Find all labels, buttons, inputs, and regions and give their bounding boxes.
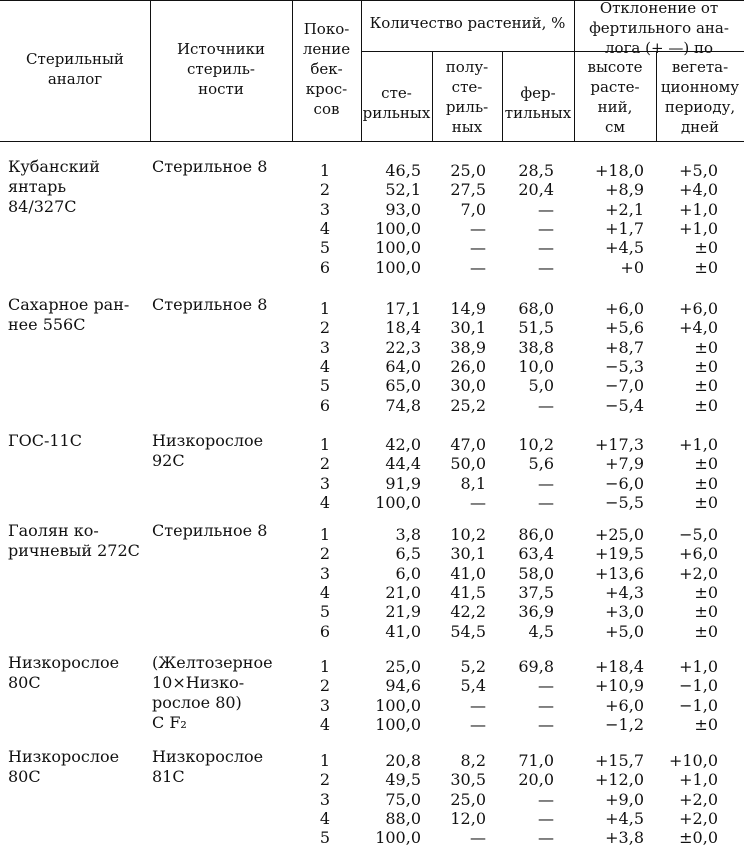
semi-sterile-cell: 7,0 xyxy=(460,199,486,219)
semi-sterile-cell: 25,0 xyxy=(450,161,486,180)
period-deviation-cell: +1,0 xyxy=(679,770,718,790)
sterile-cell: 88,0 xyxy=(385,808,421,828)
fertile-cell: 28,5 xyxy=(518,161,554,180)
header-source: Источники стериль- ности xyxy=(176,40,266,98)
period-deviation-cell: ±0 xyxy=(694,492,718,512)
height-deviation-cell: +5,6 xyxy=(605,318,644,338)
fertile-cell: 4,5 xyxy=(528,621,554,641)
height-deviation-cell: +17,3 xyxy=(594,435,644,454)
sterile-cell: 25,0 xyxy=(385,657,421,676)
semi-sterile-cell: 26,0 xyxy=(450,356,486,376)
period-deviation-cell: +5,0 xyxy=(679,161,718,180)
height-deviation-cell: +3,8 xyxy=(605,828,644,848)
sterile-cell: 64,0 xyxy=(385,356,421,376)
header-bottom-rule xyxy=(0,141,744,142)
sterility-source: Низкорослое 92С xyxy=(152,431,264,470)
period-deviation-cell: +6,0 xyxy=(679,544,718,564)
height-deviation-cell: +4,3 xyxy=(605,582,644,602)
semi-sterile-cell: — xyxy=(470,695,486,715)
period-deviation-cell: −1,0 xyxy=(679,676,718,696)
generation-cell: 6 xyxy=(319,395,331,415)
fertile-cell: 36,9 xyxy=(518,602,554,622)
fertile-cell: 10,0 xyxy=(518,356,554,376)
header-quantity-group: Количество растений, % xyxy=(369,14,566,32)
sterility-source: Стерильное 8 xyxy=(152,521,268,540)
fertile-cell: — xyxy=(538,676,554,696)
period-deviation-cell: ±0 xyxy=(694,257,718,277)
generation-cell: 2 xyxy=(319,318,331,338)
sterile-cell: 3,8 xyxy=(395,525,421,544)
analog-name: Низкорослое 80С xyxy=(8,653,120,692)
period-deviation-cell: ±0 xyxy=(694,238,718,258)
generation-cell: 4 xyxy=(319,492,331,512)
sterility-source: Стерильное 8 xyxy=(152,157,268,176)
sterile-cell: 42,0 xyxy=(385,435,421,454)
sterile-cell: 17,1 xyxy=(385,299,421,318)
height-deviation-cell: −5,5 xyxy=(605,492,644,512)
semi-sterile-cell: — xyxy=(470,257,486,277)
semi-sterile-cell: 30,1 xyxy=(450,544,486,564)
generation-cell: 4 xyxy=(319,356,331,376)
header-sterile: сте- рильных xyxy=(362,84,431,122)
fertile-cell: — xyxy=(538,808,554,828)
sterility-source: Низкорослое 81С xyxy=(152,747,264,786)
semi-sterile-cell: 27,5 xyxy=(450,180,486,200)
height-deviation-cell: +6,0 xyxy=(605,695,644,715)
period-deviation-cell: ±0 xyxy=(694,454,718,474)
fertile-cell: — xyxy=(538,492,554,512)
generation-cell: 5 xyxy=(319,602,331,622)
generation-cell: 2 xyxy=(319,180,331,200)
sterile-cell: 49,5 xyxy=(385,770,421,790)
generation-cell: 6 xyxy=(319,257,331,277)
period-deviation-cell: +1,0 xyxy=(679,435,718,454)
fertile-cell: — xyxy=(538,695,554,715)
generation-cell: 1 xyxy=(319,161,331,180)
analog-name: ГОС-11С xyxy=(8,431,82,450)
sterile-cell: 44,4 xyxy=(385,454,421,474)
generation-cell: 5 xyxy=(319,238,331,258)
height-deviation-cell: +8,9 xyxy=(605,180,644,200)
semi-sterile-cell: 5,2 xyxy=(460,657,486,676)
generation-cell: 4 xyxy=(319,714,331,734)
generation-cell: 1 xyxy=(319,299,331,318)
generation-cell: 4 xyxy=(319,218,331,238)
generation-cell: 4 xyxy=(319,582,331,602)
sterility-source: Стерильное 8 xyxy=(152,295,268,314)
semi-sterile-cell: 41,0 xyxy=(450,563,486,583)
semi-sterile-cell: 12,0 xyxy=(450,808,486,828)
header-deviation-group: Отклонение от фертильного ана- лога (+ —) по xyxy=(589,0,729,57)
height-deviation-cell: +25,0 xyxy=(594,525,644,544)
sterile-cell: 74,8 xyxy=(385,395,421,415)
height-deviation-cell: −7,0 xyxy=(605,376,644,396)
fertile-cell: — xyxy=(538,828,554,848)
sterile-cell: 21,9 xyxy=(385,602,421,622)
period-deviation-cell: +1,0 xyxy=(679,218,718,238)
fertile-cell: — xyxy=(538,199,554,219)
sterile-cell: 46,5 xyxy=(385,161,421,180)
period-deviation-cell: ±0 xyxy=(694,337,718,357)
generation-cell: 1 xyxy=(319,751,331,770)
height-deviation-cell: −5,3 xyxy=(605,356,644,376)
generation-cell: 6 xyxy=(319,621,331,641)
semi-sterile-cell: — xyxy=(470,492,486,512)
period-deviation-cell: ±0 xyxy=(694,582,718,602)
sterile-cell: 100,0 xyxy=(375,257,421,277)
sterile-cell: 20,8 xyxy=(385,751,421,770)
generation-cell: 3 xyxy=(319,563,331,583)
sterile-cell: 94,6 xyxy=(385,676,421,696)
semi-sterile-cell: — xyxy=(470,828,486,848)
header-height: высоте расте- ний, см xyxy=(587,58,643,136)
fertile-cell: 38,8 xyxy=(518,337,554,357)
fertile-cell: 68,0 xyxy=(518,299,554,318)
height-deviation-cell: +3,0 xyxy=(605,602,644,622)
sterile-cell: 21,0 xyxy=(385,582,421,602)
fertile-cell: 20,0 xyxy=(518,770,554,790)
header-generation: Поко- ление бек- крос- сов xyxy=(302,20,351,118)
fertile-cell: — xyxy=(538,789,554,809)
sterility-source: (Желтозерное 10×Низко- рослое 80) С F₂ xyxy=(152,653,273,732)
generation-cell: 5 xyxy=(319,828,331,848)
generation-cell: 3 xyxy=(319,695,331,715)
semi-sterile-cell: 38,9 xyxy=(450,337,486,357)
period-deviation-cell: +1,0 xyxy=(679,657,718,676)
height-deviation-cell: +7,9 xyxy=(605,454,644,474)
fertile-cell: 86,0 xyxy=(518,525,554,544)
period-deviation-cell: ±0 xyxy=(694,602,718,622)
height-deviation-cell: +18,4 xyxy=(594,657,644,676)
sterile-cell: 18,4 xyxy=(385,318,421,338)
period-deviation-cell: +4,0 xyxy=(679,318,718,338)
generation-cell: 3 xyxy=(319,473,331,493)
height-deviation-cell: +13,6 xyxy=(594,563,644,583)
sterile-cell: 100,0 xyxy=(375,492,421,512)
sterile-cell: 100,0 xyxy=(375,828,421,848)
sterile-cell: 22,3 xyxy=(385,337,421,357)
period-deviation-cell: +2,0 xyxy=(679,789,718,809)
semi-sterile-cell: 30,5 xyxy=(450,770,486,790)
sterile-cell: 75,0 xyxy=(385,789,421,809)
sterile-cell: 100,0 xyxy=(375,714,421,734)
period-deviation-cell: +1,0 xyxy=(679,199,718,219)
semi-sterile-cell: 30,0 xyxy=(450,376,486,396)
period-deviation-cell: +10,0 xyxy=(668,751,718,770)
semi-sterile-cell: 25,0 xyxy=(450,789,486,809)
quantity-subheader-rule xyxy=(362,51,574,52)
height-deviation-cell: +1,7 xyxy=(605,218,644,238)
sterile-cell: 65,0 xyxy=(385,376,421,396)
header-semi-sterile: полу- сте- риль- ных xyxy=(445,58,489,136)
semi-sterile-cell: 30,1 xyxy=(450,318,486,338)
sterile-cell: 100,0 xyxy=(375,695,421,715)
height-deviation-cell: −1,2 xyxy=(605,714,644,734)
analog-name: Гаолян ко- ричневый 272С xyxy=(8,521,140,560)
generation-cell: 2 xyxy=(319,676,331,696)
height-deviation-cell: +19,5 xyxy=(594,544,644,564)
fertile-cell: 37,5 xyxy=(518,582,554,602)
height-deviation-cell: +4,5 xyxy=(605,808,644,828)
semi-sterile-cell: — xyxy=(470,238,486,258)
period-deviation-cell: −1,0 xyxy=(679,695,718,715)
semi-sterile-cell: 10,2 xyxy=(450,525,486,544)
generation-cell: 2 xyxy=(319,454,331,474)
semi-sterile-cell: — xyxy=(470,714,486,734)
sterile-cell: 93,0 xyxy=(385,199,421,219)
generation-cell: 5 xyxy=(319,376,331,396)
height-deviation-cell: +9,0 xyxy=(605,789,644,809)
fertile-cell: 63,4 xyxy=(518,544,554,564)
height-deviation-cell: +0 xyxy=(620,257,644,277)
semi-sterile-cell: 14,9 xyxy=(450,299,486,318)
generation-cell: 1 xyxy=(319,525,331,544)
fertile-cell: 10,2 xyxy=(518,435,554,454)
semi-sterile-cell: 42,2 xyxy=(450,602,486,622)
semi-sterile-cell: 5,4 xyxy=(460,676,486,696)
height-deviation-cell: −6,0 xyxy=(605,473,644,493)
semi-sterile-cell: — xyxy=(470,218,486,238)
height-deviation-cell: +6,0 xyxy=(605,299,644,318)
analog-name: Кубанский янтарь 84/327С xyxy=(8,157,100,216)
height-deviation-cell: −5,4 xyxy=(605,395,644,415)
height-deviation-cell: +12,0 xyxy=(594,770,644,790)
height-deviation-cell: +15,7 xyxy=(594,751,644,770)
sterile-cell: 6,5 xyxy=(395,544,421,564)
period-deviation-cell: +6,0 xyxy=(679,299,718,318)
fertile-cell: 69,8 xyxy=(518,657,554,676)
fertile-cell: 5,6 xyxy=(528,454,554,474)
analog-name: Сахарное ран- нее 556С xyxy=(8,295,130,334)
generation-cell: 3 xyxy=(319,199,331,219)
semi-sterile-cell: 47,0 xyxy=(450,435,486,454)
fertile-cell: — xyxy=(538,473,554,493)
generation-cell: 2 xyxy=(319,770,331,790)
fertile-cell: 71,0 xyxy=(518,751,554,770)
period-deviation-cell: ±0 xyxy=(694,621,718,641)
height-deviation-cell: +4,5 xyxy=(605,238,644,258)
fertile-cell: — xyxy=(538,714,554,734)
header-analog: Стерильный аналог xyxy=(26,50,124,88)
period-deviation-cell: −5,0 xyxy=(679,525,718,544)
fertile-cell: — xyxy=(538,218,554,238)
period-deviation-cell: +2,0 xyxy=(679,563,718,583)
semi-sterile-cell: 25,2 xyxy=(450,395,486,415)
sterile-cell: 100,0 xyxy=(375,238,421,258)
period-deviation-cell: +4,0 xyxy=(679,180,718,200)
height-deviation-cell: +10,9 xyxy=(594,676,644,696)
period-deviation-cell: ±0 xyxy=(694,376,718,396)
fertile-cell: — xyxy=(538,395,554,415)
semi-sterile-cell: 54,5 xyxy=(450,621,486,641)
height-deviation-cell: +18,0 xyxy=(594,161,644,180)
sterile-cell: 41,0 xyxy=(385,621,421,641)
period-deviation-cell: ±0 xyxy=(694,714,718,734)
fertile-cell: 58,0 xyxy=(518,563,554,583)
sterile-cell: 91,9 xyxy=(385,473,421,493)
fertile-cell: — xyxy=(538,257,554,277)
semi-sterile-cell: 41,5 xyxy=(450,582,486,602)
semi-sterile-cell: 8,2 xyxy=(460,751,486,770)
fertile-cell: 20,4 xyxy=(518,180,554,200)
period-deviation-cell: ±0 xyxy=(694,395,718,415)
height-deviation-cell: +2,1 xyxy=(605,199,644,219)
generation-cell: 1 xyxy=(319,435,331,454)
period-deviation-cell: ±0,0 xyxy=(679,828,718,848)
fertile-cell: 51,5 xyxy=(518,318,554,338)
semi-sterile-cell: 8,1 xyxy=(460,473,486,493)
generation-cell: 3 xyxy=(319,337,331,357)
period-deviation-cell: +2,0 xyxy=(679,808,718,828)
generation-cell: 4 xyxy=(319,808,331,828)
period-deviation-cell: ±0 xyxy=(694,356,718,376)
fertile-cell: 5,0 xyxy=(528,376,554,396)
analog-name: Низкорослое 80С xyxy=(8,747,120,786)
header-fertile: фер- тильных xyxy=(504,84,572,122)
generation-cell: 1 xyxy=(319,657,331,676)
period-deviation-cell: ±0 xyxy=(694,473,718,493)
sterile-cell: 100,0 xyxy=(375,218,421,238)
fertile-cell: — xyxy=(538,238,554,258)
generation-cell: 3 xyxy=(319,789,331,809)
semi-sterile-cell: 50,0 xyxy=(450,454,486,474)
header-period: вегета- ционному периоду, дней xyxy=(660,58,740,136)
height-deviation-cell: +8,7 xyxy=(605,337,644,357)
sterile-cell: 52,1 xyxy=(385,180,421,200)
sterile-cell: 6,0 xyxy=(395,563,421,583)
generation-cell: 2 xyxy=(319,544,331,564)
height-deviation-cell: +5,0 xyxy=(605,621,644,641)
